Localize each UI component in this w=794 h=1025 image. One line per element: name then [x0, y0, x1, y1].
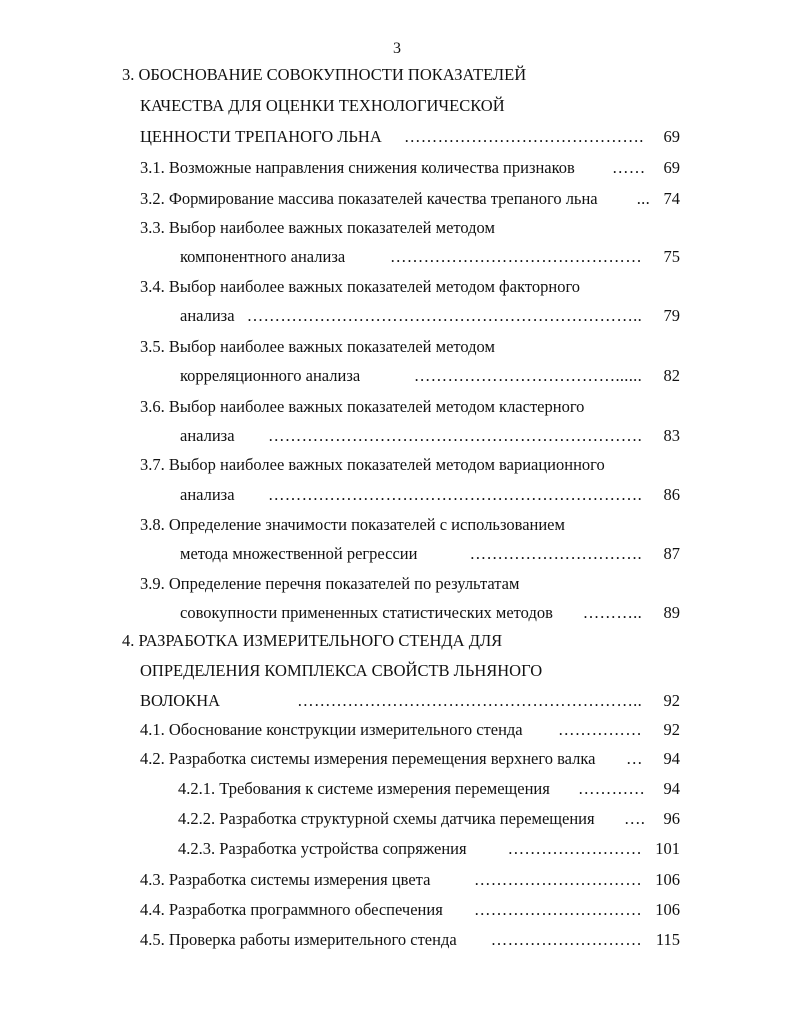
toc-page-number: 92 [663, 720, 680, 739]
toc-leader: …… [612, 158, 646, 177]
toc-line [140, 929, 642, 951]
toc-line-text: 3.6. Выбор наиболее важных показателей методом кластерного [140, 397, 585, 416]
toc-line [180, 425, 642, 447]
toc-line-text: компонентного анализа [180, 247, 346, 266]
toc-line-text: 4.1. Обоснование конструкции измерительного стенда [140, 720, 523, 739]
toc-leader: … [626, 749, 643, 768]
toc-line-text: ВОЛОКНА [140, 691, 221, 710]
toc-line-text: 3. ОБОСНОВАНИЕ СОВОКУПНОСТИ ПОКАЗАТЕЛЕЙ [122, 65, 527, 84]
toc-line [180, 543, 642, 565]
toc-line-text: совокупности примененных статистических методов [180, 603, 553, 622]
toc-line-text: 4.3. Разработка системы измерения цвета [140, 870, 431, 889]
toc-page-number: 69 [663, 158, 680, 177]
toc-line-text: 3.3. Выбор наиболее важных показателей методом [140, 218, 495, 237]
toc-line-text: ОПРЕДЕЛЕНИЯ КОМПЛЕКСА СВОЙСТВ ЛЬНЯНОГО [140, 661, 543, 680]
toc-line [140, 573, 642, 595]
toc-leader: …………… [558, 720, 642, 739]
toc-page-number: 101 [655, 839, 680, 858]
toc-line [140, 336, 642, 358]
toc-line-text: 3.4. Выбор наиболее важных показателей методом факторного [140, 277, 581, 296]
toc-page-number: 96 [663, 809, 680, 828]
toc-line-text: 4.5. Проверка работы измерительного стенда [140, 930, 457, 949]
toc-line [180, 305, 642, 327]
toc-line [140, 660, 642, 682]
toc-leader: …………………………. [469, 544, 642, 563]
toc-line [122, 64, 642, 86]
toc-leader: ………… [578, 779, 646, 798]
toc-leader: ………………………… [474, 900, 642, 919]
toc-line [178, 838, 642, 860]
toc-page-number: 75 [663, 247, 680, 266]
toc-line [180, 484, 642, 506]
toc-line-text: КАЧЕСТВА ДЛЯ ОЦЕНКИ ТЕХНОЛОГИЧЕСКОЙ [140, 96, 505, 115]
toc-line [180, 365, 642, 387]
toc-page-number: 74 [663, 189, 680, 208]
toc-page-number: 94 [663, 779, 680, 798]
toc-line [140, 899, 642, 921]
toc-line-text: корреляционного анализа [180, 366, 361, 385]
toc-page-number: 94 [663, 749, 680, 768]
toc-line [140, 157, 646, 179]
toc-line-text: 3.5. Выбор наиболее важных показателей методом [140, 337, 495, 356]
toc-line-text: 4.4. Разработка программного обеспечения [140, 900, 443, 919]
toc-page-number: 79 [663, 306, 680, 325]
toc-page-number: 82 [663, 366, 680, 385]
toc-leader: ... [636, 189, 650, 208]
toc-line-text: ЦЕННОСТИ ТРЕПАНОГО ЛЬНА [140, 127, 382, 146]
toc-page-number: 106 [655, 870, 680, 889]
toc-line [140, 454, 650, 476]
toc-leader: ……….. [582, 603, 642, 622]
toc-leader: …. [624, 809, 646, 828]
toc-page-number: 86 [663, 485, 680, 504]
toc-line-text: 4.2. Разработка системы измерения перемещения верхнего валка [140, 749, 596, 768]
toc-line-text: 3.9. Определение перечня показателей по результатам [140, 574, 520, 593]
toc-line [140, 217, 642, 239]
toc-leader: ……………………… [490, 930, 642, 949]
toc-line [180, 602, 642, 624]
toc-line [140, 690, 642, 712]
toc-line [140, 748, 642, 770]
toc-line [140, 276, 642, 298]
toc-page-number: 87 [663, 544, 680, 563]
toc-line-text: анализа [180, 426, 235, 445]
toc-line-text: 3.2. Формирование массива показателей качества трепаного льна [140, 189, 598, 208]
toc-line [122, 630, 642, 652]
toc-page-number: 106 [655, 900, 680, 919]
toc-line-text: 3.8. Определение значимости показателей с использованием [140, 515, 565, 534]
toc-leader: ………………………… [474, 870, 642, 889]
toc-leader: …………………………………………………….. [297, 691, 642, 710]
toc-line [140, 95, 642, 117]
toc-page-number: 69 [663, 127, 680, 146]
toc-line [140, 869, 642, 891]
toc-line [140, 126, 642, 148]
toc-line-text: анализа [180, 306, 235, 325]
toc-line-text: метода множественной регрессии [180, 544, 418, 563]
toc-leader: …………………… [507, 839, 642, 858]
toc-page-number: 92 [663, 691, 680, 710]
toc-line [140, 188, 650, 210]
page-number: 3 [393, 40, 401, 57]
toc-line [140, 719, 642, 741]
toc-leader: …………………………………………………………. [267, 485, 642, 504]
toc-line [178, 778, 646, 800]
toc-leader: ……………………………………… [390, 247, 642, 266]
toc-line-text: анализа [180, 485, 235, 504]
toc-leader: …………………………………………………………….. [246, 306, 642, 325]
toc-page-number: 89 [663, 603, 680, 622]
toc-leader: …………………………………………………………. [267, 426, 642, 445]
toc-line [140, 396, 642, 418]
toc-page-number: 115 [655, 930, 680, 949]
toc-line [178, 808, 646, 830]
toc-line-text: 4.2.2. Разработка структурной схемы датчика перемещения [178, 809, 595, 828]
toc-line-text: 3.7. Выбор наиболее важных показателей методом вариационного [140, 455, 605, 474]
toc-line [180, 246, 642, 268]
toc-line-text: 4. РАЗРАБОТКА ИЗМЕРИТЕЛЬНОГО СТЕНДА ДЛЯ [122, 631, 503, 650]
toc-line-text: 3.1. Возможные направления снижения количества признаков [140, 158, 575, 177]
toc-line [140, 514, 642, 536]
toc-leader: ……………………………………. [404, 127, 644, 146]
toc-line-text: 4.2.3. Разработка устройства сопряжения [178, 839, 467, 858]
toc-leader: ………………………………...... [413, 366, 642, 385]
toc-line-text: 4.2.1. Требования к системе измерения перемещения [178, 779, 550, 798]
toc-page-number: 83 [663, 426, 680, 445]
